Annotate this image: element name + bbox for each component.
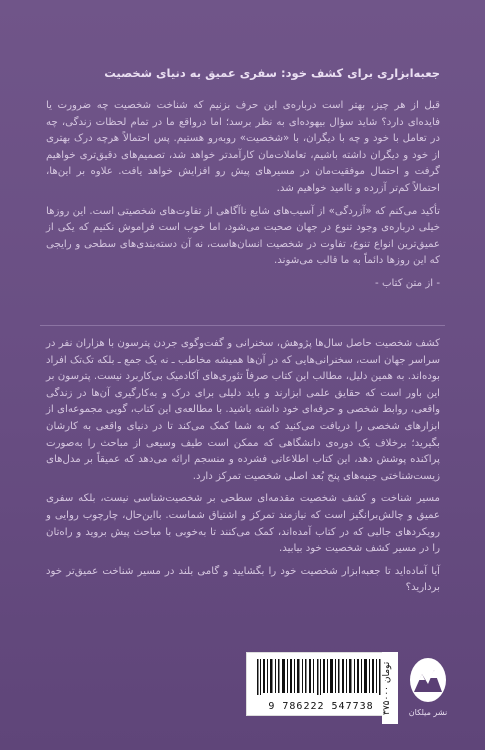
description-paragraph: کشف شخصیت حاصل سال‌ها پژوهش، سخنرانی و گفت‌وگوی جردن پترسون با هزاران نفر در سراسر جهان است، سخنرانی‌هایی که در آن‌ها همیشه مخاطب ـ نه یک جمع ـ بلکه تک‌تک افراد بوده‌اند. به همین دلیل، مطالب این کتاب صرفاً تئوری‌های آکادمیک بی‌کاربرد نیست. پترسون بر این باور است که حقایق علمی ابزارند و باید دلیلی برای درک و به‌کارگیری آن‌ها در زندگی واقعی، روابط شخصی و حرفه‌ای خود داشته باشید. با مطالعه‌ی این کتاب، گویی مجموعه‌ای از ابزارهای شخصی را دریافت می‌کنید که به شما کمک می‌کند تا در دنیای واقعی به کارشان بگیرید؛ برخلاف یک دوره‌ی دانشگاهی که ممکن است طیف وسیعی از مباحث را به‌صورت پراکنده پوشش دهد، این کتاب اطلاعاتی فشرده و منسجم ارائه می‌دهد که عمیقاً بر مدل‌های زیست‌شناختی جنبه‌های پنج بُعد اصلی شخصیت تمرکز دارد. bbox=[46, 338, 440, 482]
excerpt-block bbox=[46, 98, 440, 293]
description-block bbox=[46, 336, 440, 603]
excerpt-paragraph: قبل از هر چیز، بهتر است درباره‌ی این حرف بزنیم که شناخت شخصیت چه ضرورت یا فایده‌ای دارد؟ شاید سؤال بیهوده‌ای به نظر برسد؛ اما درواقع ما در تمام لحظات زندگی، چه در تعامل با خود و چه با دیگران، با «شخصیت» روبه‌رو هستیم. پس احتمالاً هرچه درک بهتری از خود و دیگران داشته باشیم، تعاملات‌مان کارآمدتر خواهد شد، تصمیم‌های دقیق‌تری خواهیم گرفت و احتمال موفقیت‌مان در مسیرهای پیش رو افزایش خواهد یافت. علاوه بر این‌ها، احتمالاً کم‌تر آزرده و ناامید خواهیم شد. bbox=[46, 100, 440, 194]
section-divider bbox=[40, 325, 445, 326]
description-paragraph: مسیر شناخت و کشف شخصیت مقدمه‌ای سطحی بر شخصیت‌شناسی نیست، بلکه سفری عمیق و چالش‌برانگیز است که نیازمند تمرکز و اشتیاق شماست. بااین‌حال، چارچوب روایی و رویکرد‌های جالبی که در کتاب آمده‌اند، کمک می‌کنند تا به‌خوبی با مباحث پیش بروید و راه‌تان را در مسیر کشف شخصیت خود بیابید. bbox=[46, 493, 440, 555]
excerpt-source: - از متن کتاب - bbox=[375, 277, 440, 289]
isbn-digits: 9 786222 547738 bbox=[268, 701, 374, 712]
back-cover-headline: جعبه‌ابزاری برای کشف خود: سفری عمیق به دنیای شخصیت bbox=[104, 66, 440, 80]
isbn-barcode bbox=[246, 652, 396, 716]
excerpt-paragraph: تأکید می‌کنم که «آزردگی» از آسیب‌های شایع ناآگاهی از تفاوت‌های شخصیتی است. این روزها خیلی درباره‌ی وجود تنوع در جهان صحبت می‌شود، اما خوب است فراموش نکنیم که یکی از عمیق‌ترین انواع تنوع، تفاوت در شخصیت انسان‌هاست، نه آن دسته‌بندی‌های سطحی و رایجی که این روزها دائماً به ما قالب می‌شوند. bbox=[46, 205, 440, 267]
publisher-name: نشر میلکان bbox=[408, 708, 448, 717]
description-paragraph: آیا آماده‌اید تا جعبه‌ابزار شخصیت خود را بگشایید و گامی بلند در مسیر شناخت عمیق‌تر خود بردارید؟ bbox=[46, 565, 440, 594]
barcode-icon bbox=[257, 659, 385, 695]
publisher-logo-icon bbox=[408, 656, 448, 708]
price-label: ۳۷۵۰۰۰ تومان bbox=[382, 652, 398, 724]
